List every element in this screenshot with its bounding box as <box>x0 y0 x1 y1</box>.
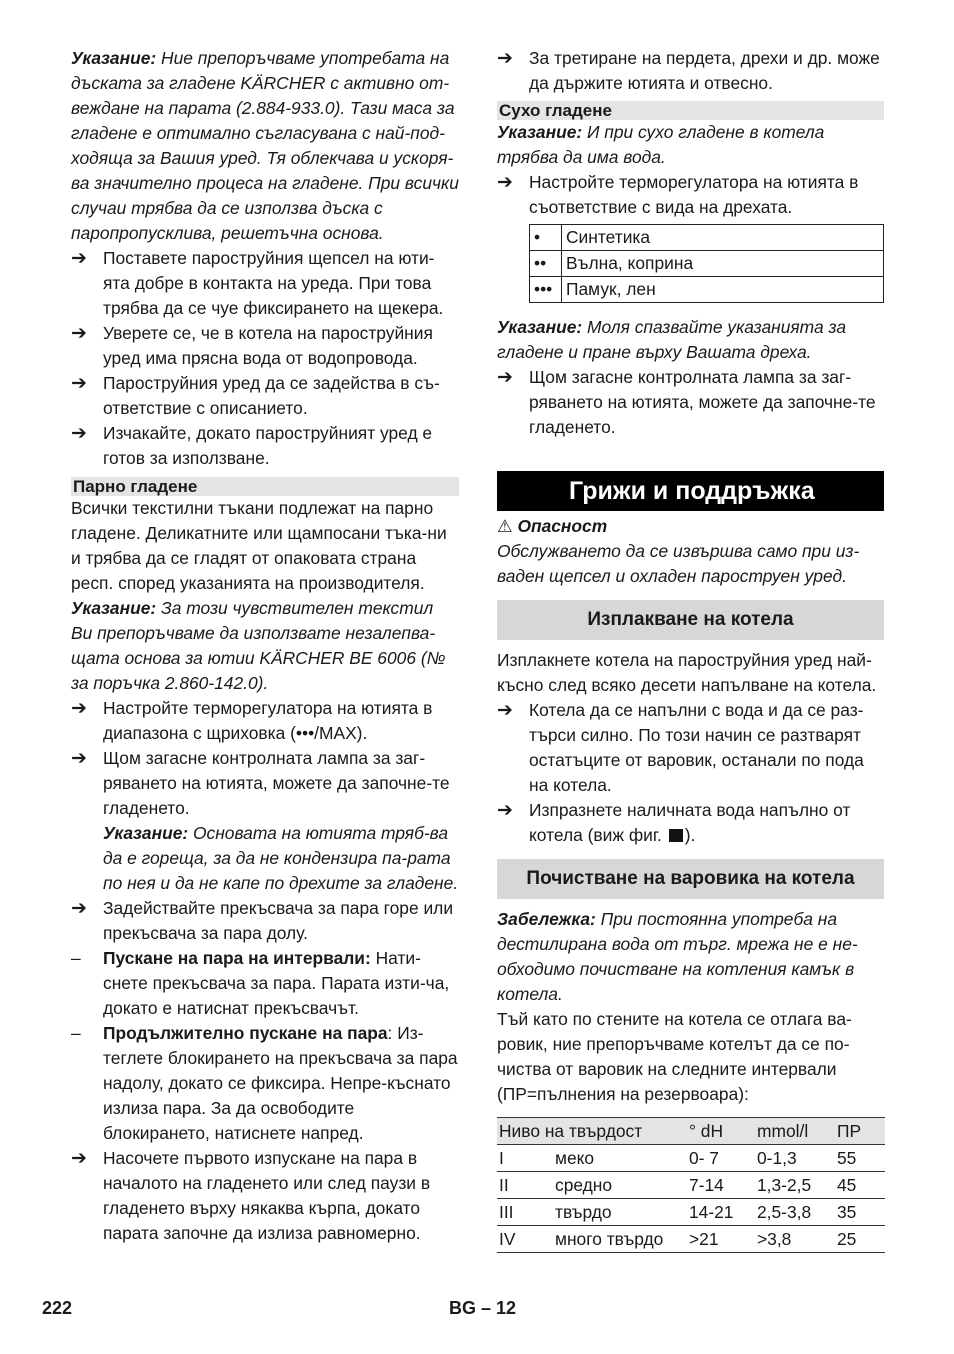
step-start-ironing: ➔ Щом загасне контролната лампа за заг-ряването на ютията, можете да започне-те гладенето. <box>497 367 876 437</box>
arrow-right-icon: ➔ <box>497 700 513 721</box>
step-set-thermostat: ➔ Настройте терморегулатора на ютията в диапазона с щриховка (•••/MAX). <box>71 698 433 743</box>
step-thermostat-fabric: ➔ Настройте терморегулатора на ютията в съответствие с вида на дрехата. <box>497 172 859 217</box>
interval-steam-item: – Пускане на пара на интервали: Нати-снете прекъсвача за пара. Парата изти-ча, докато е натиснат прекъсвачът. <box>71 948 450 1018</box>
step-first-steam: ➔ Насочете първото изпускане на пара в началото на гладенето или след паузи в гладенето върху някаква кърпа, докато парата започне да излиза равномерно. <box>71 1148 431 1243</box>
dry-ironing-heading: Сухо гладене <box>497 101 884 120</box>
steam-ironing-heading: Парно гладене <box>71 477 459 496</box>
arrow-right-icon: ➔ <box>71 1148 87 1169</box>
table-header: Ниво на твърдост ° dH mmol/l ПР <box>497 1118 885 1145</box>
arrow-right-icon: ➔ <box>71 423 87 444</box>
step-empty-boiler: ➔ Изпразнете наличната вода напълно от котела (виж фиг. ). <box>497 800 851 845</box>
note-distilled: Забележка: При постоянна употреба на дестилирана вода от търг. мрежа не е не-обходимо почистване на котления камък в котела. <box>497 909 858 1004</box>
note-garment-labels: Указание: Моля спазвайте указанията за гладене и пране върху Вашата дреха. <box>497 317 847 362</box>
section-page-number: BG – 12 <box>449 1298 517 1318</box>
arrow-right-icon: ➔ <box>71 698 87 719</box>
table-row: •• Вълна, коприна <box>530 251 884 277</box>
step-lamp-off: ➔ Щом загасне контролната лампа за заг-ряването на ютията, можете да започне-те гладенето. <box>71 748 450 818</box>
step-fill-shake: ➔ Котела да се напълни с вода и да се раз-търси силно. По този начин се разтварят остатъците от варовик, останали по пода на котела. <box>497 700 864 795</box>
danger-text: Обслужването да се извършва само при из-ваден щепсел и охладен пароструен уред. <box>497 541 860 586</box>
table-row: IV много твърдо >21 >3,8 25 <box>497 1226 885 1253</box>
descale-text: Тъй като по стените на котела се отлага ва-ровик, ние препоръчваме котелът да се по-чиства от варовик на следните интервали (ПР=пълнения на резервоара): <box>497 1009 852 1104</box>
figure-reference-icon <box>669 829 683 842</box>
arrow-right-icon: ➔ <box>71 323 87 344</box>
warning-triangle-icon: ⚠ <box>497 516 513 536</box>
note-sole-hot: Указание: Основата на ютията тряб-ва да е гореща, за да не кондензира па-рата по нея и да не капе по дрехите за гладене. <box>103 823 459 893</box>
arrow-right-icon: ➔ <box>497 48 513 69</box>
page-number: 222 <box>42 1298 73 1318</box>
care-maintenance-heading: Грижи и поддръжка <box>497 471 884 511</box>
table-row: I меко 0- 7 0-1,3 55 <box>497 1145 885 1172</box>
note-dry-water: Указание: И при сухо гладене в котела трябва да има вода. <box>497 122 825 167</box>
steam-ironing-text: Всички текстилни тъкани подлежат на парно гладене. Деликатните или щампосани тъка-ни и трябва да се гладят от опаковата страна респ. според указанията на производителя. <box>71 498 447 593</box>
step-vertical-iron: ➔ За третиране на пердета, дрехи и др. може да държите ютията и отвесно. <box>497 48 880 93</box>
continuous-steam-item: – Продължително пускане на пара: Из-теглете блокирането на прекъсвача за пара надолу, докато се фиксира. Непре-къснато излиза пара. За да освободите блокирането, натиснете напред. <box>71 1023 458 1143</box>
table-row: II средно 7-14 1,3-2,5 45 <box>497 1172 885 1199</box>
fabric-table <box>529 224 884 303</box>
step-check-water: ➔ Уверете се, че в котела на пароструйния уред има прясна вода от водопровода. <box>71 323 433 368</box>
rinse-boiler-heading: Изплакване на котела <box>497 600 884 640</box>
note-fabric: Указание: За този чувствителен текстил Ви препоръчваме да използвате незалепва-щата основа за ютии KÄRCHER BE 6006 (№ за поръчка 2.860-142.0). <box>71 598 446 693</box>
arrow-right-icon: ➔ <box>497 172 513 193</box>
arrow-right-icon: ➔ <box>71 748 87 769</box>
step-wait: ➔ Изчакайте, докато пароструйният уред е готов за използване. <box>71 423 433 468</box>
arrow-right-icon: ➔ <box>497 367 513 388</box>
step-activate: ➔ Пароструйния уред да се задейства в съ-ответствие с описанието. <box>71 373 440 418</box>
left-column <box>71 46 459 1246</box>
right-column <box>497 46 884 1253</box>
table-row: III твърдо 14-21 2,5-3,8 35 <box>497 1199 885 1226</box>
hardness-table <box>497 1117 885 1253</box>
arrow-right-icon: ➔ <box>497 800 513 821</box>
table-row: • Синтетика <box>530 225 884 251</box>
rinse-text: Изплакнете котела на пароструйния уред най-късно след всяко десети напълване на котела. <box>497 650 877 695</box>
step-plug-in: ➔ Поставете пароструйния щепсел на юти-ята добре в контакта на уреда. При това трябва да се чуе фиксирането на щекера. <box>71 248 444 318</box>
note-recommendation: Указание: Ние препоръчваме употребата на дъската за гладене KÄRCHER с активно от-веждане на парата (2.884-933.0). Тази маса за гладене е оптимално съгласувана с най-под-ходяща за Вашия уред. Тя облекчава и ускоря-ва значително процеса на гладене. При всички случаи трябва да се използва дъска с паропропусклива, решетъчна основа. <box>71 48 459 243</box>
descale-heading: Почистване на варовика на котела <box>497 859 884 899</box>
table-row: ••• Памук, лен <box>530 277 884 303</box>
arrow-right-icon: ➔ <box>71 248 87 269</box>
arrow-right-icon: ➔ <box>71 373 87 394</box>
step-steam-switch: ➔ Задействайте прекъсвача за пара горе или прекъсвача за пара долу. <box>71 898 454 943</box>
danger-label: ⚠ Опасност <box>497 516 608 536</box>
arrow-right-icon: ➔ <box>71 898 87 919</box>
